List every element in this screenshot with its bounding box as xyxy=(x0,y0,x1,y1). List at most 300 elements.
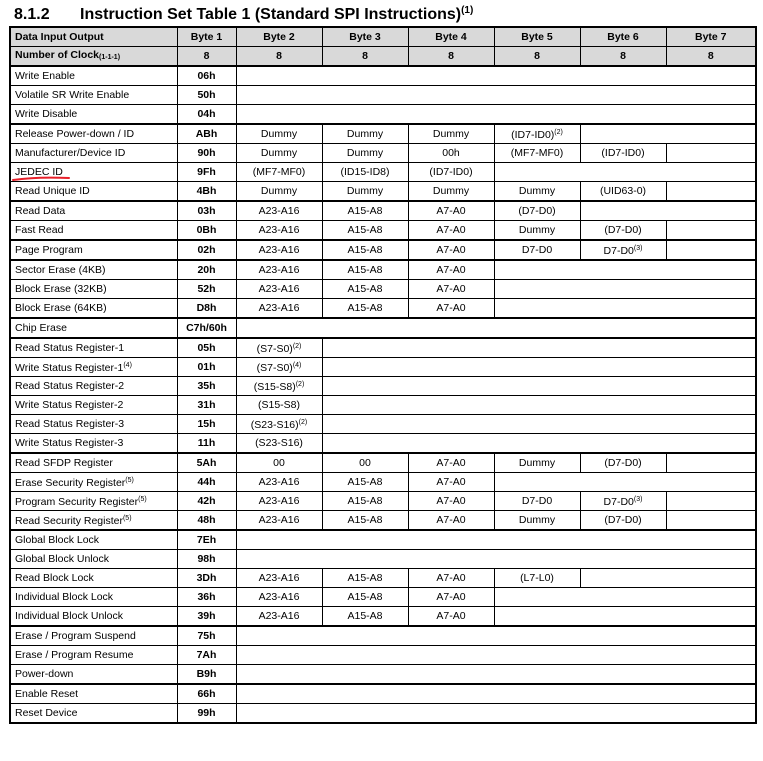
empty-span-cell xyxy=(322,396,756,415)
byte-value: A23-A16 xyxy=(258,591,300,603)
byte-value: A23-A16 xyxy=(258,514,300,526)
instruction-row xyxy=(10,569,756,588)
empty-span-cell xyxy=(236,646,756,665)
byte-cell xyxy=(580,144,666,163)
instruction-name-text: Individual Block Unlock xyxy=(15,610,123,622)
instruction-name-text: Erase / Program Suspend xyxy=(15,630,136,642)
instruction-row xyxy=(10,240,756,260)
empty-span-cell xyxy=(666,240,756,260)
byte-cell xyxy=(408,144,494,163)
instruction-name-text: Read Data xyxy=(15,205,66,217)
empty-span-cell xyxy=(236,318,756,338)
byte-cell xyxy=(236,240,322,260)
instruction-name xyxy=(10,492,177,511)
byte-cell xyxy=(494,144,580,163)
byte-value: A15-A8 xyxy=(347,283,383,295)
byte-value: A7-A0 xyxy=(436,244,466,256)
byte-cell xyxy=(494,453,580,473)
byte-cell xyxy=(322,511,408,531)
instruction-row xyxy=(10,626,756,646)
byte-value: A7-A0 xyxy=(436,205,466,217)
empty-span-cell xyxy=(236,530,756,550)
instruction-name-text: Read Unique ID xyxy=(15,185,90,197)
instruction-code: 20h xyxy=(177,260,236,280)
byte-cell xyxy=(580,492,666,511)
byte-cell xyxy=(236,221,322,241)
byte-value: (S7-S0) xyxy=(256,362,293,374)
byte-cell xyxy=(322,569,408,588)
byte-cell xyxy=(236,588,322,607)
instruction-set-table xyxy=(9,26,757,724)
footnote-ref: (5) xyxy=(122,515,132,522)
instruction-name xyxy=(10,704,177,724)
instruction-row xyxy=(10,163,756,182)
column-header-row xyxy=(10,27,756,47)
instruction-name-text: Write Status Register-3 xyxy=(15,437,124,449)
instruction-name xyxy=(10,569,177,588)
byte-cell xyxy=(236,415,322,434)
byte-value: 00h xyxy=(442,147,460,159)
byte-cell xyxy=(236,473,322,492)
byte-cell xyxy=(322,163,408,182)
byte-cell xyxy=(408,182,494,202)
instruction-name xyxy=(10,124,177,144)
byte-value: A7-A0 xyxy=(436,264,466,276)
instruction-name xyxy=(10,665,177,685)
byte-cell xyxy=(236,607,322,627)
byte-value: (ID7-ID0) xyxy=(511,129,555,141)
instruction-name xyxy=(10,588,177,607)
instruction-name-text: Enable Reset xyxy=(15,688,79,700)
instruction-name xyxy=(10,260,177,280)
byte-cell xyxy=(494,201,580,221)
byte-value: A23-A16 xyxy=(258,495,300,507)
instruction-code: 05h xyxy=(177,338,236,358)
byte-cell xyxy=(580,511,666,531)
instruction-name-text: Erase Security Register xyxy=(15,477,126,489)
byte-value: (ID15-ID8) xyxy=(340,166,390,178)
byte-value: Dummy xyxy=(260,147,298,159)
instruction-name-text: Read Status Register-1 xyxy=(15,342,125,354)
byte-cell xyxy=(408,453,494,473)
byte-value: Dummy xyxy=(432,128,470,140)
byte-cell xyxy=(236,260,322,280)
byte-cell xyxy=(322,240,408,260)
empty-span-cell xyxy=(494,260,756,280)
empty-span-cell xyxy=(322,358,756,377)
byte-cell xyxy=(408,569,494,588)
instruction-name-text: Write Status Register-1 xyxy=(15,362,124,374)
instruction-name-text: Read Status Register-2 xyxy=(15,380,125,392)
instruction-name-text: Erase / Program Resume xyxy=(15,649,134,661)
byte-value: Dummy xyxy=(518,224,556,236)
byte-value: (MF7-MF0) xyxy=(252,166,306,178)
byte-value: A23-A16 xyxy=(258,224,300,236)
instruction-name xyxy=(10,646,177,665)
byte-cell xyxy=(236,434,322,454)
byte-cell xyxy=(322,280,408,299)
red-underline-mark xyxy=(12,176,70,182)
section-title: Instruction Set Table 1 (Standard SPI Instructions) xyxy=(80,6,462,23)
instruction-name-text: Volatile SR Write Enable xyxy=(15,89,130,101)
instruction-code: 52h xyxy=(177,280,236,299)
empty-span-cell xyxy=(322,377,756,396)
byte-cell xyxy=(408,473,494,492)
empty-span-cell xyxy=(494,473,756,492)
instruction-name-text: Reset Device xyxy=(15,707,78,719)
instruction-row xyxy=(10,144,756,163)
instruction-row xyxy=(10,260,756,280)
instruction-name-text: Write Disable xyxy=(15,108,78,120)
instruction-code: 35h xyxy=(177,377,236,396)
section-title-note: (1) xyxy=(461,5,474,16)
byte-cell xyxy=(236,492,322,511)
empty-span-cell xyxy=(580,124,756,144)
instruction-name xyxy=(10,299,177,319)
column-header: Byte 5 xyxy=(494,27,580,47)
byte-cell xyxy=(580,453,666,473)
byte-value: A15-A8 xyxy=(347,572,383,584)
instruction-row xyxy=(10,492,756,511)
byte-value: (ID7-ID0) xyxy=(601,147,645,159)
byte-cell xyxy=(236,299,322,319)
byte-value: D7-D0 xyxy=(603,496,634,508)
empty-span-cell xyxy=(666,144,756,163)
instruction-name xyxy=(10,396,177,415)
column-header: Data Input Output xyxy=(10,27,177,47)
byte-cell xyxy=(408,163,494,182)
clock-count-label xyxy=(10,47,177,67)
byte-cell xyxy=(236,163,322,182)
instruction-row xyxy=(10,434,756,454)
byte-cell xyxy=(494,569,580,588)
empty-span-cell xyxy=(580,569,756,588)
byte-cell xyxy=(494,182,580,202)
instruction-row xyxy=(10,665,756,685)
byte-cell xyxy=(322,221,408,241)
column-header: Byte 2 xyxy=(236,27,322,47)
byte-value: A15-A8 xyxy=(347,302,383,314)
instruction-name xyxy=(10,240,177,260)
instruction-name xyxy=(10,434,177,454)
instruction-row xyxy=(10,473,756,492)
byte-value: A7-A0 xyxy=(436,495,466,507)
instruction-name-text: Sector Erase (4KB) xyxy=(15,264,106,276)
byte-value: A15-A8 xyxy=(347,514,383,526)
byte-value: A7-A0 xyxy=(436,224,466,236)
clock-count-value: 8 xyxy=(666,47,756,67)
byte-cell xyxy=(236,280,322,299)
footnote-ref: (5) xyxy=(138,496,147,503)
instruction-code: 98h xyxy=(177,550,236,569)
clock-label-text: Number of Clock xyxy=(15,48,100,61)
byte-value: D7-D0 xyxy=(603,245,634,257)
column-header: Byte 3 xyxy=(322,27,408,47)
instruction-row xyxy=(10,299,756,319)
byte-value: D7-D0 xyxy=(521,244,553,256)
instruction-name xyxy=(10,473,177,492)
byte-value: A7-A0 xyxy=(436,476,466,488)
byte-cell xyxy=(322,260,408,280)
byte-value: A15-A8 xyxy=(347,264,383,276)
instruction-name xyxy=(10,415,177,434)
instruction-name-text: Read Status Register-3 xyxy=(15,418,125,430)
byte-cell xyxy=(236,396,322,415)
byte-value: (D7-D0) xyxy=(604,224,642,236)
footnote-ref: (3) xyxy=(633,245,643,252)
instruction-name-text: Page Program xyxy=(15,244,83,256)
byte-cell xyxy=(236,338,322,358)
empty-span-cell xyxy=(236,684,756,704)
empty-span-cell xyxy=(494,607,756,627)
byte-cell xyxy=(408,201,494,221)
instruction-name-text: Global Block Unlock xyxy=(15,553,109,565)
instruction-name xyxy=(10,201,177,221)
instruction-row xyxy=(10,358,756,377)
instruction-name-text: Fast Read xyxy=(15,224,64,236)
byte-value: A7-A0 xyxy=(436,514,466,526)
instruction-name xyxy=(10,684,177,704)
instruction-row xyxy=(10,280,756,299)
empty-span-cell xyxy=(494,588,756,607)
instruction-row xyxy=(10,221,756,241)
instruction-row xyxy=(10,415,756,434)
instruction-name-text: Read Security Register xyxy=(15,515,123,527)
byte-value: A7-A0 xyxy=(436,572,466,584)
byte-value: A23-A16 xyxy=(258,244,300,256)
instruction-name-text: Manufacturer/Device ID xyxy=(15,147,126,159)
instruction-name-text: Individual Block Lock xyxy=(15,591,114,603)
clock-label-sub: (1-1-1) xyxy=(99,53,121,61)
instruction-code: 5Ah xyxy=(177,453,236,473)
byte-value: A23-A16 xyxy=(258,205,300,217)
instruction-code: 36h xyxy=(177,588,236,607)
byte-value: A15-A8 xyxy=(347,244,383,256)
byte-value: Dummy xyxy=(432,185,470,197)
byte-cell xyxy=(408,124,494,144)
instruction-row xyxy=(10,396,756,415)
instruction-name xyxy=(10,626,177,646)
byte-cell xyxy=(494,124,580,144)
empty-span-cell xyxy=(666,453,756,473)
instruction-code: 44h xyxy=(177,473,236,492)
instruction-name-text: Chip Erase xyxy=(15,322,67,334)
byte-cell xyxy=(408,299,494,319)
instruction-row xyxy=(10,453,756,473)
instruction-row xyxy=(10,377,756,396)
byte-cell xyxy=(408,607,494,627)
instruction-row xyxy=(10,66,756,86)
column-header: Byte 4 xyxy=(408,27,494,47)
byte-value: (S23-S16) xyxy=(250,419,299,431)
instruction-code: 50h xyxy=(177,86,236,105)
byte-value: (S15-S8) xyxy=(253,381,296,393)
instruction-name-text: Release Power-down / ID xyxy=(15,128,135,140)
byte-value: (D7-D0) xyxy=(604,457,642,469)
byte-value: (UID63-0) xyxy=(599,185,647,197)
clock-count-value: 8 xyxy=(408,47,494,67)
instruction-name xyxy=(10,550,177,569)
instruction-code: D8h xyxy=(177,299,236,319)
byte-value: Dummy xyxy=(518,514,556,526)
instruction-row xyxy=(10,105,756,125)
instruction-code: 02h xyxy=(177,240,236,260)
instruction-name xyxy=(10,338,177,358)
empty-span-cell xyxy=(236,105,756,125)
instruction-row xyxy=(10,646,756,665)
empty-span-cell xyxy=(580,201,756,221)
column-header: Byte 1 xyxy=(177,27,236,47)
byte-value: A15-A8 xyxy=(347,495,383,507)
instruction-name xyxy=(10,511,177,531)
instruction-name-text: JEDEC ID xyxy=(15,166,63,178)
clock-count-value: 8 xyxy=(494,47,580,67)
instruction-row xyxy=(10,201,756,221)
empty-span-cell xyxy=(666,221,756,241)
instruction-name-text: Global Block Lock xyxy=(15,534,100,546)
byte-cell xyxy=(322,182,408,202)
byte-cell xyxy=(408,492,494,511)
byte-cell xyxy=(408,240,494,260)
instruction-code: 4Bh xyxy=(177,182,236,202)
empty-span-cell xyxy=(494,280,756,299)
byte-cell xyxy=(322,607,408,627)
byte-value: A7-A0 xyxy=(436,610,466,622)
footnote-ref: (4) xyxy=(292,362,302,369)
empty-span-cell xyxy=(322,338,756,358)
instruction-code: 7Eh xyxy=(177,530,236,550)
empty-span-cell xyxy=(666,511,756,531)
instruction-code: 39h xyxy=(177,607,236,627)
instruction-code: 31h xyxy=(177,396,236,415)
byte-cell xyxy=(322,144,408,163)
empty-span-cell xyxy=(494,163,756,182)
byte-value: (ID7-ID0) xyxy=(429,166,473,178)
instruction-code: 48h xyxy=(177,511,236,531)
instruction-name xyxy=(10,105,177,125)
instruction-row xyxy=(10,86,756,105)
footnote-ref: (2) xyxy=(295,381,305,388)
byte-cell xyxy=(236,358,322,377)
instruction-name xyxy=(10,182,177,202)
instruction-code: 42h xyxy=(177,492,236,511)
byte-value: A7-A0 xyxy=(436,591,466,603)
instruction-row xyxy=(10,182,756,202)
instruction-row xyxy=(10,550,756,569)
column-header: Byte 7 xyxy=(666,27,756,47)
instruction-name-text: Write Status Register-2 xyxy=(15,399,124,411)
byte-value: A15-A8 xyxy=(347,224,383,236)
byte-cell xyxy=(236,569,322,588)
footnote-ref: (2) xyxy=(554,129,563,136)
instruction-code: 03h xyxy=(177,201,236,221)
clock-count-value: 8 xyxy=(236,47,322,67)
instruction-name xyxy=(10,144,177,163)
instruction-name-text: Write Enable xyxy=(15,70,75,82)
byte-value: (S15-S8) xyxy=(257,399,300,411)
byte-value: 00 xyxy=(359,457,371,469)
byte-cell xyxy=(322,588,408,607)
empty-span-cell xyxy=(236,665,756,685)
byte-cell xyxy=(580,182,666,202)
byte-value: A7-A0 xyxy=(436,283,466,295)
instruction-name xyxy=(10,358,177,377)
byte-value: (D7-D0) xyxy=(518,205,556,217)
byte-value: (S7-S0) xyxy=(256,343,293,355)
instruction-code: 04h xyxy=(177,105,236,125)
instruction-code: 15h xyxy=(177,415,236,434)
byte-value: Dummy xyxy=(346,128,384,140)
byte-cell xyxy=(236,124,322,144)
byte-value: Dummy xyxy=(518,457,556,469)
empty-span-cell xyxy=(236,704,756,724)
byte-cell xyxy=(322,473,408,492)
byte-value: Dummy xyxy=(346,147,384,159)
byte-cell xyxy=(408,221,494,241)
empty-span-cell xyxy=(666,492,756,511)
instruction-row xyxy=(10,607,756,627)
instruction-code: 0Bh xyxy=(177,221,236,241)
instruction-name-text: Read Block Lock xyxy=(15,572,94,584)
byte-value: D7-D0 xyxy=(521,495,553,507)
instruction-row xyxy=(10,704,756,724)
byte-value: (D7-D0) xyxy=(604,514,642,526)
byte-value: Dummy xyxy=(518,185,556,197)
byte-value: A23-A16 xyxy=(258,476,300,488)
byte-value: A7-A0 xyxy=(436,457,466,469)
footnote-ref: (3) xyxy=(633,496,643,503)
byte-value: Dummy xyxy=(260,128,298,140)
clock-count-value: 8 xyxy=(322,47,408,67)
empty-span-cell xyxy=(322,434,756,454)
instruction-code: 01h xyxy=(177,358,236,377)
instruction-name-text: Program Security Register xyxy=(15,496,139,508)
instruction-row xyxy=(10,318,756,338)
instruction-code: 75h xyxy=(177,626,236,646)
instruction-code: 11h xyxy=(177,434,236,454)
byte-cell xyxy=(322,201,408,221)
empty-span-cell xyxy=(236,550,756,569)
instruction-code: 3Dh xyxy=(177,569,236,588)
byte-cell xyxy=(322,492,408,511)
instruction-name-text: Block Erase (64KB) xyxy=(15,302,107,314)
instruction-name-text: Block Erase (32KB) xyxy=(15,283,107,295)
instruction-name xyxy=(10,318,177,338)
byte-value: A7-A0 xyxy=(436,302,466,314)
byte-value: A15-A8 xyxy=(347,610,383,622)
byte-value: A23-A16 xyxy=(258,572,300,584)
clock-count-value: 8 xyxy=(580,47,666,67)
instruction-name-text: Power-down xyxy=(15,668,74,680)
instruction-code: C7h/60h xyxy=(177,318,236,338)
byte-value: (S23-S16) xyxy=(255,437,303,449)
instruction-row xyxy=(10,511,756,531)
footnote-ref: (2) xyxy=(298,419,308,426)
instruction-code: 9Fh xyxy=(177,163,236,182)
byte-value: (MF7-MF0) xyxy=(510,147,564,159)
byte-cell xyxy=(236,377,322,396)
empty-span-cell xyxy=(666,182,756,202)
instruction-row xyxy=(10,124,756,144)
clock-count-row xyxy=(10,47,756,67)
footnote-ref: (4) xyxy=(123,362,132,369)
byte-cell xyxy=(236,144,322,163)
byte-value: A15-A8 xyxy=(347,476,383,488)
byte-cell xyxy=(236,201,322,221)
byte-value: A23-A16 xyxy=(258,283,300,295)
instruction-name xyxy=(10,221,177,241)
instruction-code: 66h xyxy=(177,684,236,704)
